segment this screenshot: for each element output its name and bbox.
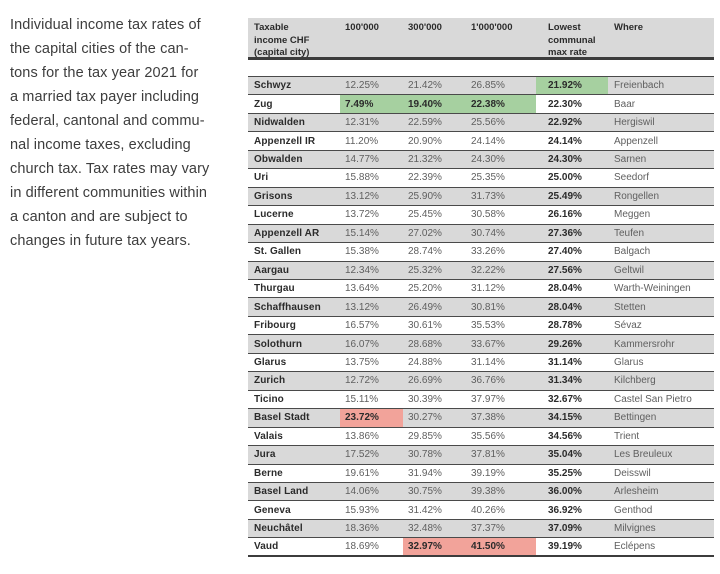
rate-300k-cell: 24.88% <box>408 357 442 369</box>
rate-100k-cell: 12.25% <box>345 80 379 92</box>
where-cell: Teufen <box>614 227 645 239</box>
header-line: Lowest <box>548 22 581 33</box>
intro-line: a married tax payer including <box>10 89 200 105</box>
intro-line: federal, cantonal and commu- <box>10 113 205 129</box>
canton-cell: Neuchâtel <box>254 523 303 535</box>
canton-cell: Basel Stadt <box>254 412 310 424</box>
intro-line: changes in future tax years. <box>10 233 191 249</box>
where-cell: Balgach <box>614 246 651 258</box>
canton-cell: Ticino <box>254 393 284 405</box>
rate-300k-cell: 30.78% <box>408 449 442 461</box>
table-row <box>248 520 714 538</box>
rate-300k-cell: 31.42% <box>408 504 442 516</box>
table-row <box>248 483 714 501</box>
lowest-communal-cell: 39.19% <box>548 541 582 553</box>
canton-cell: Thurgau <box>254 283 295 295</box>
rate-100k-cell: 13.12% <box>345 301 379 313</box>
canton-cell: Berne <box>254 467 283 479</box>
canton-cell: Vaud <box>254 541 279 553</box>
table-row <box>248 188 714 206</box>
rate-100k-cell: 13.86% <box>345 430 379 442</box>
table-row <box>248 335 714 353</box>
rate-1m-cell: 37.38% <box>471 412 505 424</box>
table-row <box>248 428 714 446</box>
rate-100k-cell: 18.36% <box>345 523 379 535</box>
lowest-communal-cell: 24.14% <box>548 135 582 147</box>
canton-cell: Lucerne <box>254 209 294 221</box>
table-row <box>248 243 714 261</box>
where-cell: Glarus <box>614 357 644 369</box>
lowest-communal-cell: 28.04% <box>548 283 582 295</box>
header-lowest-communal <box>536 22 608 60</box>
rate-300k-cell: 32.48% <box>408 523 442 535</box>
rate-1m-cell: 33.67% <box>471 338 505 350</box>
header-1m: 1'000'000 <box>471 22 513 33</box>
rate-100k-cell: 23.72% <box>340 409 403 426</box>
table-row <box>248 538 714 556</box>
intro-line: Individual income tax rates of <box>10 17 201 33</box>
lowest-communal-cell: 34.15% <box>548 412 582 424</box>
rate-1m-cell: 35.56% <box>471 430 505 442</box>
lowest-communal-cell: 28.78% <box>548 320 582 332</box>
rate-1m-cell: 26.85% <box>471 80 505 92</box>
table-header-row <box>248 18 714 60</box>
intro-line: in different communities within <box>10 185 208 201</box>
canton-cell: Fribourg <box>254 320 296 332</box>
rate-1m-cell: 30.58% <box>471 209 505 221</box>
lowest-communal-cell: 36.00% <box>548 486 582 498</box>
rate-100k-cell: 18.69% <box>345 541 379 553</box>
table-row <box>248 280 714 298</box>
lowest-communal-cell: 35.04% <box>548 449 582 461</box>
table-row <box>248 298 714 316</box>
rate-300k-cell: 26.49% <box>408 301 442 313</box>
canton-cell: Valais <box>254 430 283 442</box>
header-line: (capital city) <box>254 47 310 58</box>
rate-300k-cell: 19.40% <box>403 95 466 112</box>
canton-cell: Obwalden <box>254 154 303 166</box>
header-line: Taxable <box>254 22 289 33</box>
rate-100k-cell: 14.77% <box>345 154 379 166</box>
canton-cell: Nidwalden <box>254 117 305 129</box>
table-body <box>248 76 714 557</box>
where-cell: Genthod <box>614 504 653 516</box>
table-row <box>248 409 714 427</box>
canton-cell: Jura <box>254 449 276 461</box>
rate-300k-cell: 28.68% <box>408 338 442 350</box>
canton-cell: Solothurn <box>254 338 303 350</box>
rate-100k-cell: 15.11% <box>345 393 379 405</box>
canton-cell: St. Gallen <box>254 246 302 258</box>
rate-300k-cell: 30.27% <box>408 412 442 424</box>
rate-300k-cell: 30.39% <box>408 393 442 405</box>
where-cell: Hergiswil <box>614 117 655 129</box>
rate-100k-cell: 7.49% <box>340 95 403 112</box>
where-cell: Warth-Weiningen <box>614 283 691 295</box>
rate-1m-cell: 39.19% <box>471 467 505 479</box>
rate-300k-cell: 30.75% <box>408 486 442 498</box>
rate-1m-cell: 31.73% <box>471 190 505 202</box>
canton-cell: Schwyz <box>254 80 292 92</box>
where-cell: Milvignes <box>614 523 656 535</box>
table-row <box>248 391 714 409</box>
lowest-communal-cell: 34.56% <box>548 430 582 442</box>
table-row <box>248 169 714 187</box>
table-row <box>248 95 714 113</box>
rate-300k-cell: 32.97% <box>403 538 466 554</box>
where-cell: Stetten <box>614 301 646 313</box>
rate-1m-cell: 31.12% <box>471 283 505 295</box>
rate-300k-cell: 29.85% <box>408 430 442 442</box>
tax-rate-table <box>248 18 714 557</box>
where-cell: Bettingen <box>614 412 657 424</box>
rate-1m-cell: 25.35% <box>471 172 505 184</box>
table-row <box>248 446 714 464</box>
canton-cell: Basel Land <box>254 486 309 498</box>
rate-300k-cell: 28.74% <box>408 246 442 258</box>
rate-300k-cell: 27.02% <box>408 227 442 239</box>
rate-300k-cell: 25.90% <box>408 190 442 202</box>
lowest-communal-cell: 24.30% <box>548 154 582 166</box>
lowest-communal-cell: 31.14% <box>548 357 582 369</box>
intro-line: nal income taxes, excluding <box>10 137 191 153</box>
table-row <box>248 317 714 335</box>
rate-1m-cell: 39.38% <box>471 486 505 498</box>
canton-cell: Uri <box>254 172 269 184</box>
lowest-communal-cell: 35.25% <box>548 467 582 479</box>
table-row <box>248 132 714 150</box>
where-cell: Freienbach <box>614 80 665 92</box>
where-cell: Eclépens <box>614 541 656 553</box>
lowest-communal-cell: 21.92% <box>536 77 608 94</box>
canton-cell: Grisons <box>254 190 293 202</box>
table-row <box>248 77 714 95</box>
rate-300k-cell: 21.32% <box>408 154 442 166</box>
canton-cell: Zurich <box>254 375 286 387</box>
table-row <box>248 372 714 390</box>
rate-1m-cell: 31.14% <box>471 357 505 369</box>
rate-100k-cell: 15.38% <box>345 246 379 258</box>
header-line: max rate <box>548 47 588 58</box>
rate-100k-cell: 16.57% <box>345 320 379 332</box>
lowest-communal-cell: 29.26% <box>548 338 582 350</box>
rate-1m-cell: 25.56% <box>471 117 505 129</box>
table-row <box>248 465 714 483</box>
lowest-communal-cell: 27.40% <box>548 246 582 258</box>
intro-line: the capital cities of the can- <box>10 41 189 57</box>
header-300k: 300'000 <box>408 22 442 33</box>
lowest-communal-cell: 36.92% <box>548 504 582 516</box>
rate-100k-cell: 13.64% <box>345 283 379 295</box>
where-cell: Rongellen <box>614 190 660 202</box>
where-cell: Arlesheim <box>614 486 659 498</box>
rate-100k-cell: 15.14% <box>345 227 379 239</box>
lowest-communal-cell: 37.09% <box>548 523 582 535</box>
rate-300k-cell: 30.61% <box>408 320 442 332</box>
lowest-communal-cell: 25.49% <box>548 190 582 202</box>
rate-100k-cell: 12.72% <box>345 375 379 387</box>
canton-cell: Appenzell AR <box>254 227 320 239</box>
rate-1m-cell: 40.26% <box>471 504 505 516</box>
rate-300k-cell: 22.59% <box>408 117 442 129</box>
lowest-communal-cell: 28.04% <box>548 301 582 313</box>
header-where: Where <box>614 22 644 33</box>
rate-100k-cell: 15.88% <box>345 172 379 184</box>
lowest-communal-cell: 22.30% <box>548 98 582 110</box>
rate-300k-cell: 25.32% <box>408 264 442 276</box>
rate-100k-cell: 13.72% <box>345 209 379 221</box>
canton-cell: Appenzell IR <box>254 135 316 147</box>
rate-300k-cell: 26.69% <box>408 375 442 387</box>
rate-1m-cell: 22.38% <box>466 95 536 112</box>
header-line: income CHF <box>254 34 310 46</box>
where-cell: Trient <box>614 430 640 442</box>
table-row <box>248 114 714 132</box>
canton-cell: Aargau <box>254 264 290 276</box>
rate-300k-cell: 22.39% <box>408 172 442 184</box>
intro-line: tons for the tax year 2021 for <box>10 65 199 81</box>
intro-paragraph <box>10 13 242 253</box>
rate-300k-cell: 31.94% <box>408 467 442 479</box>
rate-1m-cell: 35.53% <box>471 320 505 332</box>
rate-100k-cell: 13.75% <box>345 357 379 369</box>
lowest-communal-cell: 31.34% <box>548 375 582 387</box>
table-row <box>248 151 714 169</box>
rate-1m-cell: 30.81% <box>471 301 505 313</box>
canton-cell: Glarus <box>254 357 287 369</box>
rate-100k-cell: 11.20% <box>345 135 379 147</box>
lowest-communal-cell: 27.36% <box>548 227 582 239</box>
lowest-communal-cell: 26.16% <box>548 209 582 221</box>
rate-1m-cell: 37.97% <box>471 393 505 405</box>
rate-1m-cell: 37.37% <box>471 523 505 535</box>
table-row <box>248 225 714 243</box>
rate-1m-cell: 30.74% <box>471 227 505 239</box>
where-cell: Sarnen <box>614 154 647 166</box>
where-cell: Geltwil <box>614 264 645 276</box>
rate-100k-cell: 13.12% <box>345 190 379 202</box>
rate-1m-cell: 41.50% <box>466 538 536 554</box>
canton-cell: Geneva <box>254 504 291 516</box>
rate-100k-cell: 19.61% <box>345 467 379 479</box>
intro-line: church tax. Tax rates may vary <box>10 161 210 177</box>
where-cell: Les Breuleux <box>614 449 673 461</box>
where-cell: Kammersrohr <box>614 338 675 350</box>
rate-100k-cell: 14.06% <box>345 486 379 498</box>
table-row <box>248 206 714 224</box>
table-row <box>248 354 714 372</box>
rate-1m-cell: 37.81% <box>471 449 505 461</box>
where-cell: Meggen <box>614 209 651 221</box>
table-row <box>248 501 714 519</box>
where-cell: Appenzell <box>614 135 658 147</box>
rate-300k-cell: 21.42% <box>408 80 442 92</box>
rate-1m-cell: 33.26% <box>471 246 505 258</box>
where-cell: Deisswil <box>614 467 651 479</box>
where-cell: Baar <box>614 98 636 110</box>
rate-300k-cell: 25.20% <box>408 283 442 295</box>
rate-100k-cell: 12.31% <box>345 117 379 129</box>
header-taxable-income <box>248 22 340 60</box>
rate-1m-cell: 24.30% <box>471 154 505 166</box>
rate-100k-cell: 17.52% <box>345 449 379 461</box>
lowest-communal-cell: 32.67% <box>548 393 582 405</box>
rate-100k-cell: 12.34% <box>345 264 379 276</box>
rate-300k-cell: 20.90% <box>408 135 442 147</box>
canton-cell: Schaffhausen <box>254 301 321 313</box>
rate-100k-cell: 16.07% <box>345 338 379 350</box>
where-cell: Kilchberg <box>614 375 656 387</box>
canton-cell: Zug <box>254 98 273 110</box>
header-100k: 100'000 <box>345 22 379 33</box>
rate-1m-cell: 36.76% <box>471 375 505 387</box>
where-cell: Seedorf <box>614 172 650 184</box>
where-cell: Castel San Pietro <box>614 393 692 405</box>
lowest-communal-cell: 25.00% <box>548 172 582 184</box>
lowest-communal-cell: 27.56% <box>548 264 582 276</box>
where-cell: Sévaz <box>614 320 642 332</box>
table-row <box>248 262 714 280</box>
rate-300k-cell: 25.45% <box>408 209 442 221</box>
rate-1m-cell: 32.22% <box>471 264 505 276</box>
lowest-communal-cell: 22.92% <box>548 117 582 129</box>
intro-line: a canton and are subject to <box>10 209 188 225</box>
rate-1m-cell: 24.14% <box>471 135 505 147</box>
rate-100k-cell: 15.93% <box>345 504 379 516</box>
header-line: communal <box>548 34 596 46</box>
